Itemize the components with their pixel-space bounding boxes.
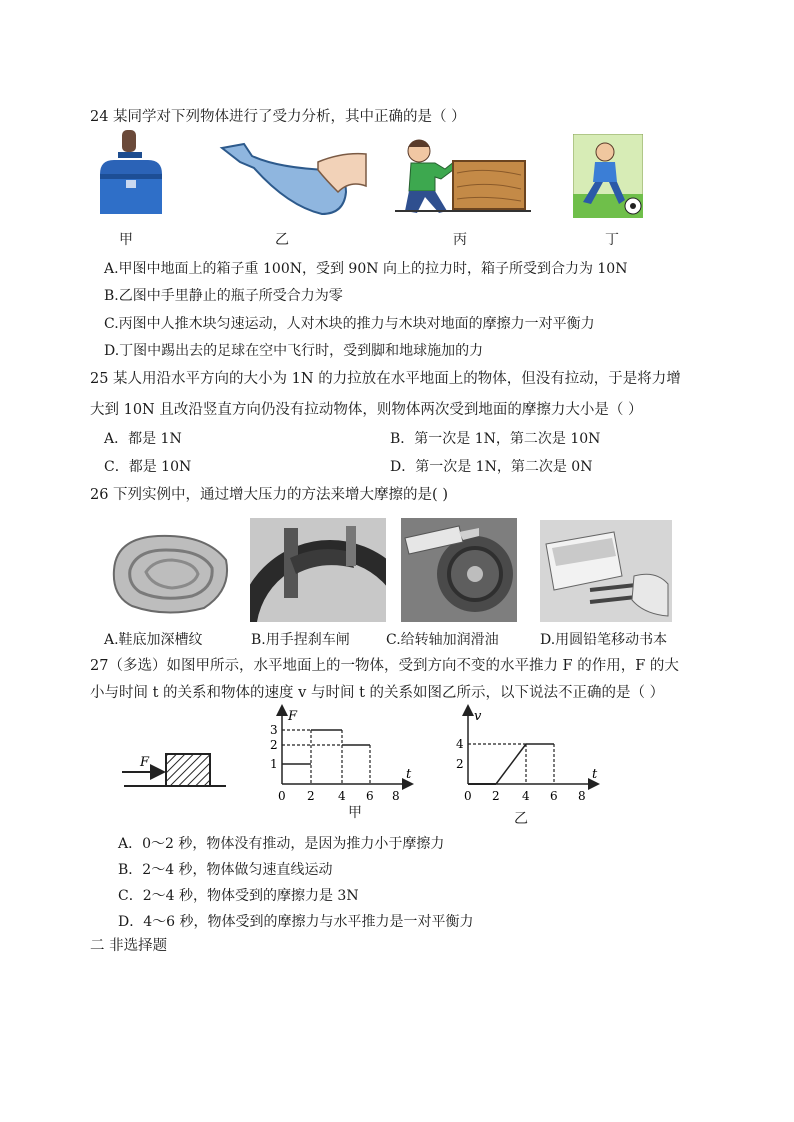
football-kick-image (573, 134, 643, 218)
q25-option-a: A．都是 1N (104, 431, 182, 447)
velocity-time-graph (446, 702, 606, 812)
graph-yi-segment-2-4 (496, 744, 526, 784)
graph-yi-xtick-0: 0 (464, 789, 472, 803)
q24-caption-yi: 乙 (275, 232, 289, 248)
graph-jia-xtick-0: 0 (278, 789, 286, 803)
q24-option-d: D.丁图中踢出去的足球在空中飞行时，受到脚和地球施加的力 (104, 343, 484, 359)
q24-option-c: C.丙图中人推木块匀速运动，人对木块的推力与木块对地面的摩擦力一对平衡力 (104, 316, 595, 332)
q26-option-b: B.用手捏刹车闸 (251, 632, 350, 648)
force-label: F (140, 755, 150, 770)
q25-stem-line2: 大到 10N 且改沿竖直方向仍没有拉动物体，则物体两次受到地面的摩擦力大小是（ ） (90, 402, 643, 418)
graph-yi-ytick-4: 4 (456, 737, 464, 751)
q25-option-c: C．都是 10N (104, 459, 192, 475)
q26-option-c: C.给转轴加润滑油 (386, 632, 499, 648)
graph-jia-caption: 甲 (348, 805, 362, 821)
q25-option-d: D．第一次是 1N，第二次是 0N (390, 459, 593, 475)
q27-option-b: B．2～4 秒，物体做匀速直线运动 (118, 862, 333, 878)
graph-jia-ytick-3: 3 (270, 723, 278, 737)
graph-jia-xlabel: t (406, 767, 412, 782)
graph-jia-xtick-6: 6 (366, 789, 374, 803)
q27-option-a: A．0～2 秒，物体没有推动，是因为推力小于摩擦力 (118, 836, 445, 852)
graph-yi-xtick-4: 4 (522, 789, 530, 803)
q27-option-d: D．4～6 秒，物体受到的摩擦力与水平推力是一对平衡力 (118, 914, 474, 930)
graph-jia-xtick-2: 2 (307, 789, 315, 803)
q24-option-a: A.甲图中地面上的箱子重 100N，受到 90N 向上的拉力时，箱子所受到合力为 10N (104, 261, 628, 277)
section-2-heading: 二 非选择题 (90, 938, 168, 954)
q24-caption-jia: 甲 (119, 232, 133, 248)
graph-yi-xtick-6: 6 (550, 789, 558, 803)
graph-jia-ylabel: F (288, 709, 298, 724)
q25-stem-line1: 25 某人用沿水平方向的大小为 1N 的力拉放在水平地面上的物体，但没有拉动，于是将力增 (90, 371, 681, 387)
gear-oil-image (401, 518, 517, 622)
graph-jia-ytick-2: 2 (270, 738, 278, 752)
graph-jia-ytick-1: 1 (270, 757, 278, 771)
q24-stem: 24 某同学对下列物体进行了受力分析，其中正确的是（ ） (90, 109, 466, 125)
q27-stem-line1: 27（多选）如图甲所示，水平地面上的一物体，受到方向不变的水平推力 F 的作用，F 的大 (90, 658, 679, 674)
q26-option-d: D.用圆铅笔移动书本 (540, 632, 668, 648)
graph-yi-xlabel: t (592, 767, 598, 782)
graph-yi-ytick-2: 2 (456, 757, 464, 771)
graph-jia-xtick-4: 4 (338, 789, 346, 803)
shoe-sole-image (106, 520, 234, 620)
graph-jia-xtick-8: 8 (392, 789, 400, 803)
q24-caption-bing: 丙 (453, 232, 467, 248)
force-block-diagram (118, 744, 230, 794)
q24-option-b: B.乙图中手里静止的瓶子所受合力为零 (104, 288, 343, 304)
q27-option-c: C．2～4 秒，物体受到的摩擦力是 3N (118, 888, 359, 904)
push-block-image (395, 133, 531, 215)
q25-option-b: B．第一次是 1N，第二次是 10N (390, 431, 601, 447)
bicycle-brake-image (250, 518, 386, 622)
q26-stem: 26 下列实例中，通过增大压力的方法来增大摩擦的是( ) (90, 487, 448, 503)
graph-yi-ylabel: v (474, 709, 482, 724)
bottle-hand-image (218, 140, 373, 220)
graph-yi-xtick-8: 8 (578, 789, 586, 803)
toolbox-image (96, 130, 166, 220)
force-time-graph (258, 702, 418, 812)
q24-caption-ding: 丁 (605, 232, 619, 248)
q27-stem-line2: 小与时间 t 的关系和物体的速度 v 与时间 t 的关系如图乙所示，以下说法不正确的是（ ） (90, 685, 665, 701)
graph-yi-xtick-2: 2 (492, 789, 500, 803)
graph-yi-caption: 乙 (514, 811, 528, 827)
pencil-book-image (540, 520, 672, 622)
q26-option-a: A.鞋底加深槽纹 (104, 632, 203, 648)
